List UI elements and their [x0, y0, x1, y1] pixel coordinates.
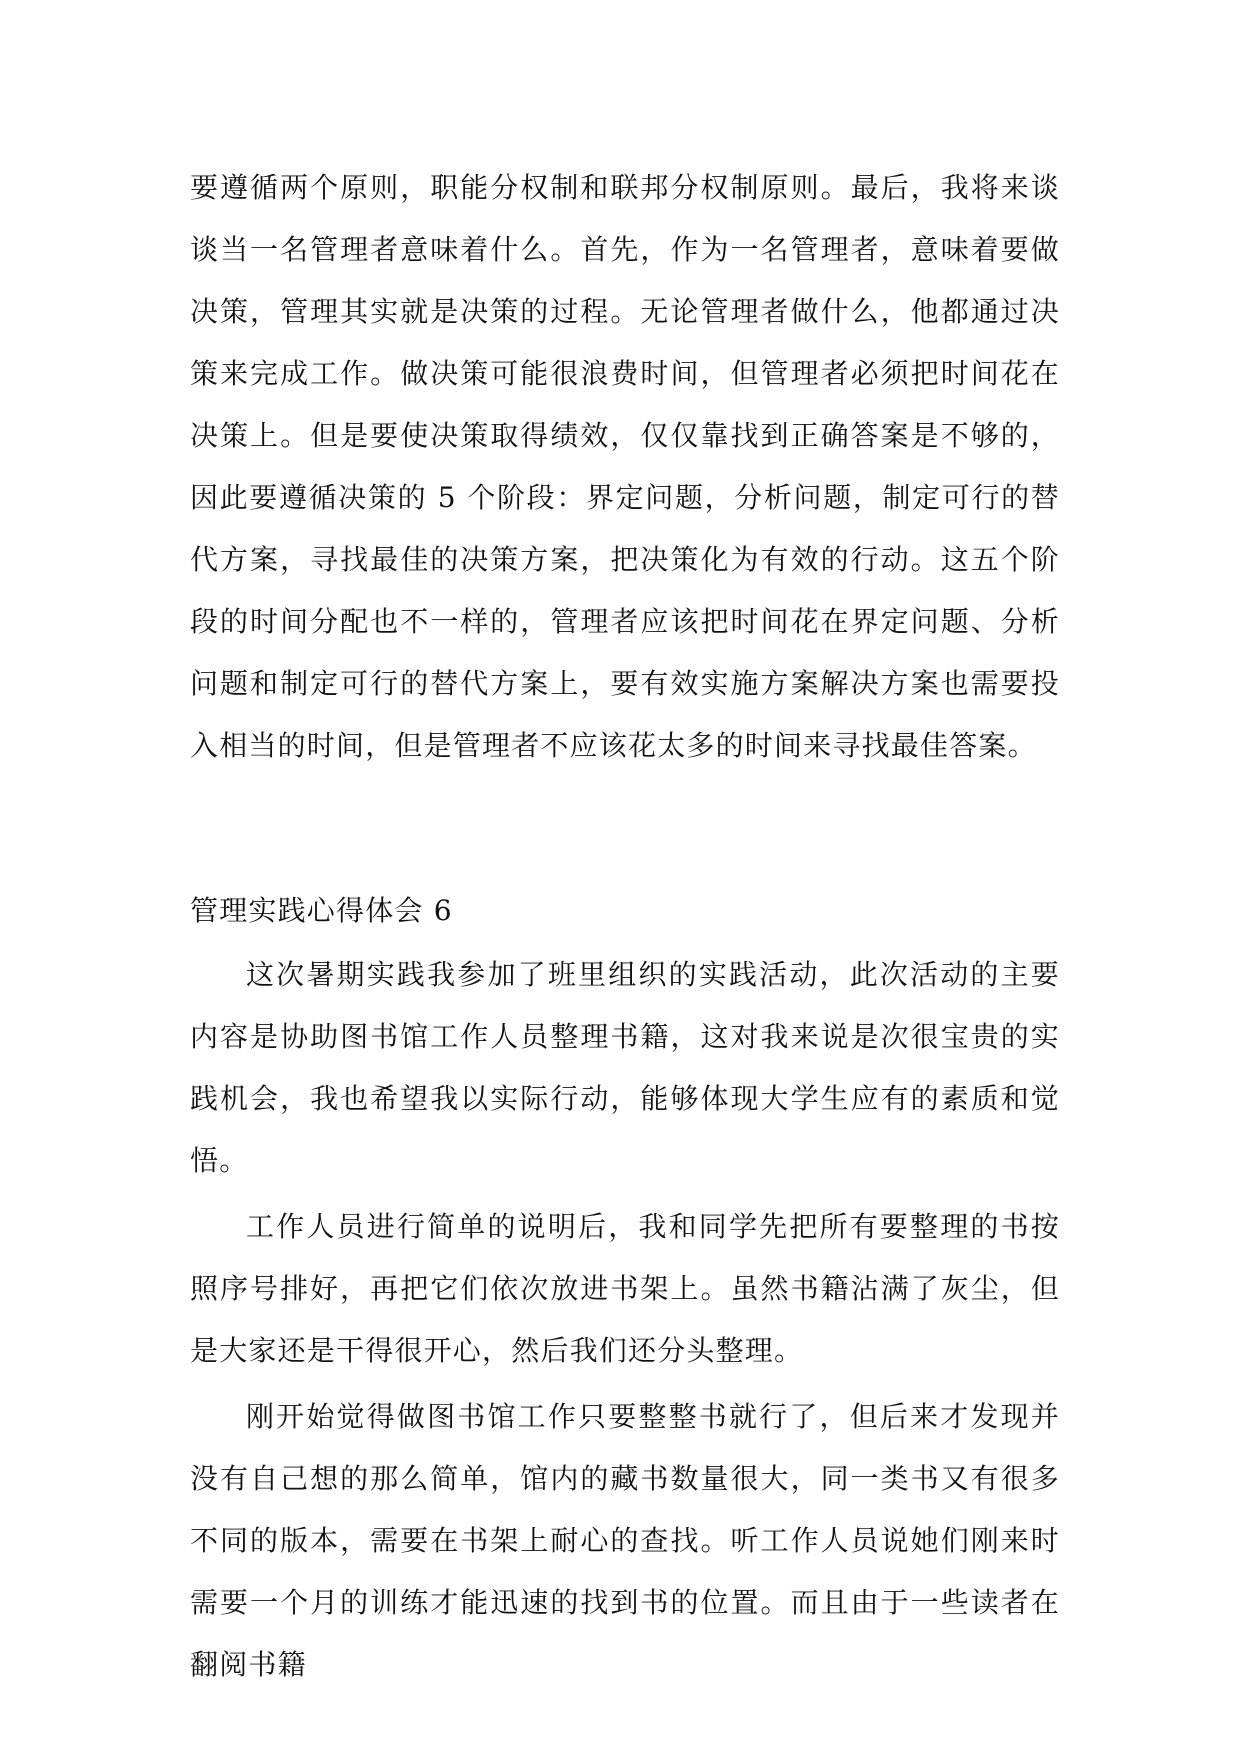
section-body: [190, 944, 1060, 1700]
body-paragraph-4: 刚开始觉得做图书馆工作只要整整书就行了，但后来才发现并没有自己想的那么简单，馆内的藏书数量很大，同一类书又有很多不同的版本，需要在书架上耐心的查找。听工作人员说她们刚来时需要一个月的训练才能迅速的找到书的位置。而且由于一些读者在翻阅书籍: [190, 1400, 1060, 1681]
body-paragraph-3: 工作人员进行简单的说明后，我和同学先把所有要整理的书按照序号排好，再把它们依次放进书架上。虽然书籍沾满了灰尘，但是大家还是干得很开心，然后我们还分头整理。: [190, 1210, 1060, 1367]
section-heading: 管理实践心得体会 6: [190, 894, 453, 927]
body-paragraph-2: 这次暑期实践我参加了班里组织的实践活动，此次活动的主要内容是协助图书馆工作人员整理书籍，这对我来说是次很宝贵的实践机会，我也希望我以实际行动，能够体现大学生应有的素质和觉悟。: [190, 958, 1060, 1177]
document-page: [190, 0, 1060, 1754]
body-paragraph-1: 要遵循两个原则，职能分权制和联邦分权制原则。最后，我将来谈谈当一名管理者意味着什么。首先，作为一名管理者，意味着要做决策，管理其实就是决策的过程。无论管理者做什么，他都通过决策来完成工作。做决策可能很浪费时间，但管理者必须把时间花在决策上。但是要使决策取得绩效，仅仅靠找到正确答案是不够的，因此要遵循决策的 5 个阶段：界定问题，分析问题，制定可行的替代方案，寻找最佳的决策方案，把决策化为有效的行动。这五个阶段的时间分配也不一样的，管理者应该把时间花在界定问题、分析问题和制定可行的替代方案上，要有效实施方案解决方案也需要投入相当的时间，但是管理者不应该花太多的时间来寻找最佳答案。: [190, 171, 1060, 762]
